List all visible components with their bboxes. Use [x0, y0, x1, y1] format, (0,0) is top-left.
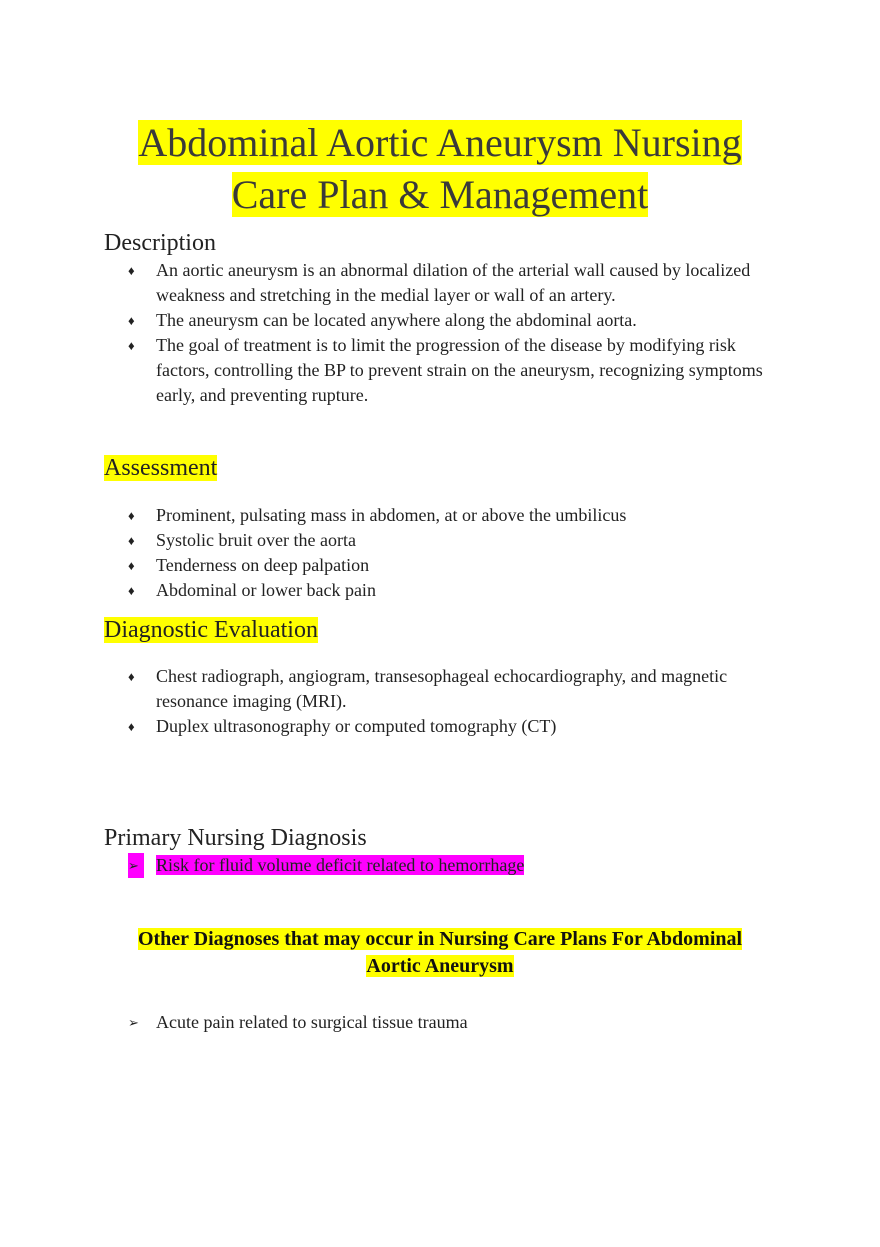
diamond-bullet-icon: ♦ — [128, 719, 135, 734]
description-heading: Description — [104, 230, 216, 256]
diamond-bullet-icon: ♦ — [128, 508, 135, 523]
diamond-bullet-icon: ♦ — [128, 533, 135, 548]
diamond-bullet-icon: ♦ — [128, 558, 135, 573]
list-item: ♦ Systolic bruit over the aorta — [128, 528, 788, 553]
title-line-1: Abdominal Aortic Aneurysm Nursing — [138, 120, 742, 165]
list-item: ♦ Prominent, pulsating mass in abdomen, at or above the umbilicus — [128, 503, 788, 528]
diagnostic-list — [128, 664, 788, 739]
list-item: ♦ Tenderness on deep palpation — [128, 553, 788, 578]
list-item: ➢ Acute pain related to surgical tissue trauma — [128, 1010, 788, 1035]
list-item: ♦ Duplex ultrasonography or computed tomography (CT) — [128, 714, 788, 739]
description-list — [128, 258, 788, 408]
list-item: ♦ Abdominal or lower back pain — [128, 578, 788, 603]
primary-diagnosis-list — [128, 853, 788, 878]
title-line-2: Care Plan & Management — [231, 172, 649, 217]
arrow-bullet-icon: ➢ — [128, 1015, 139, 1030]
primary-diagnosis-heading: Primary Nursing Diagnosis — [104, 825, 367, 851]
diamond-bullet-icon: ♦ — [128, 669, 135, 684]
diamond-bullet-icon: ♦ — [128, 338, 135, 353]
diamond-bullet-icon: ♦ — [128, 263, 135, 278]
assessment-list — [128, 503, 788, 603]
diamond-bullet-icon: ♦ — [128, 583, 135, 598]
list-item: ♦ Chest radiograph, angiogram, transesophageal echocardiography, and magnetic resonance imaging (MRI). — [128, 666, 728, 711]
diagnostic-heading: Diagnostic Evaluation — [104, 617, 318, 643]
other-diagnoses-list — [128, 1010, 788, 1035]
diamond-bullet-icon: ♦ — [128, 313, 135, 328]
list-item: ♦ The goal of treatment is to limit the progression of the disease by modifying risk factors, controlling the BP to prevent strain on the aneurysm, recognizing symptoms early, and preventing rupture. — [128, 335, 763, 405]
list-item: ♦ The aneurysm can be located anywhere along the abdominal aorta. — [128, 308, 788, 333]
arrow-bullet-icon: ➢ — [128, 853, 144, 878]
assessment-heading: Assessment — [104, 455, 218, 481]
page-title — [0, 117, 880, 221]
list-item: ♦ An aortic aneurysm is an abnormal dilation of the arterial wall caused by localized weakness and stretching in the medial layer or wall of an artery. — [128, 260, 751, 305]
list-item: ➢ Risk for fluid volume deficit related to hemorrhage — [128, 853, 788, 878]
other-diagnoses-heading: Other Diagnoses that may occur in Nursing Care Plans For Abdominal Aortic Aneurysm — [137, 928, 743, 977]
